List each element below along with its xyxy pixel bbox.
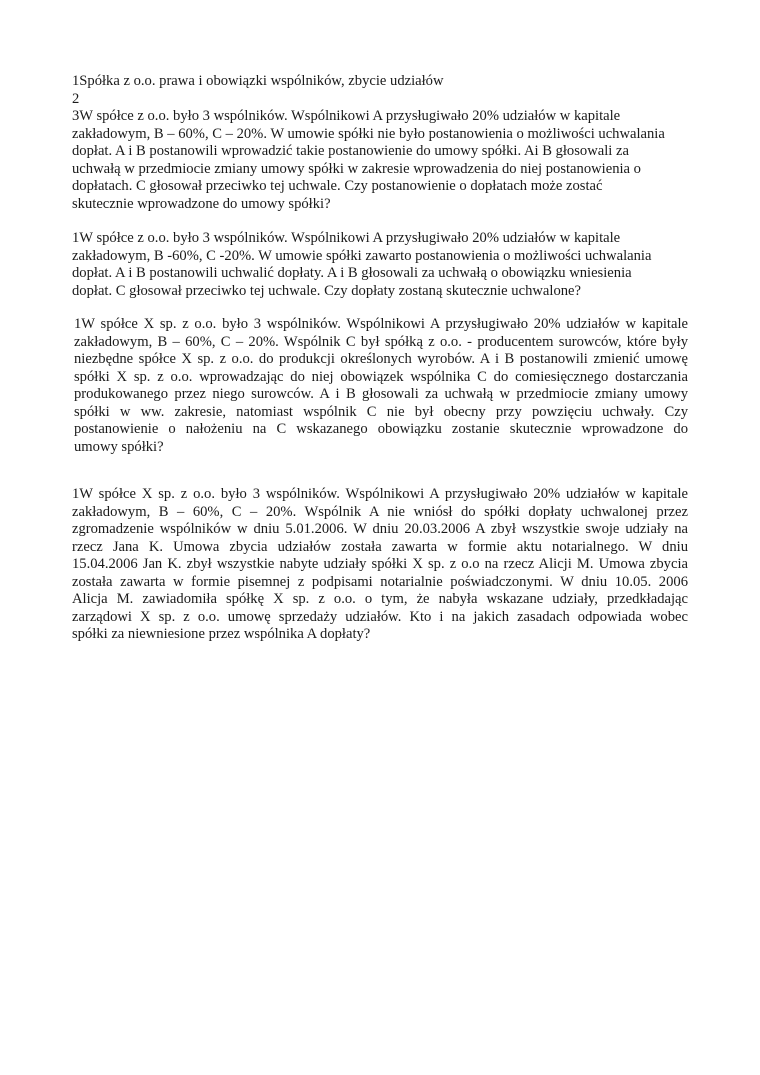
paragraph-line: 1W spółce X sp. z o.o. było 3 wspólników. Wspólnikowi A przysługiwało 20% udziałów w kapitale	[72, 486, 688, 502]
paragraph-line: 1W spółce z o.o. było 3 wspólników. Wspólnikowi A przysługiwało 20% udziałów w kapitale	[72, 230, 621, 246]
paragraph-line: postanowienie o nałożeniu na C wskazanego obowiązku zostanie skutecznie wprowadzone do	[74, 421, 688, 437]
paragraph-line: dopłatach. C głosował przeciwko tej uchwale. Czy postanowienie o dopłatach może zostać	[72, 178, 603, 194]
paragraph-line: 3W spółce z o.o. było 3 wspólników. Wspólnikowi A przysługiwało 20% udziałów w kapitale	[72, 108, 621, 124]
paragraph-line: spółki za niewniesione przez wspólnika A dopłaty?	[72, 626, 371, 642]
paragraph-line: spółki w ww. zakresie, natomiast wspólnik C nie był obecny przy powzięciu uchwały. Czy	[74, 403, 688, 420]
case-3-paragraph	[74, 316, 688, 456]
paragraph-line: zakładowym, B – 60%, C – 20%. Wspólnik C był spółką z o.o. - producentem surowców, które były	[74, 333, 688, 350]
document-number: 2	[72, 90, 80, 107]
paragraph-line: zarządowi X sp. z o.o. umowę sprzedaży udziałów. Kto i na jakich zasadach odpowiada wobec	[72, 608, 688, 625]
paragraph-line: Alicja M. zawiadomiła spółkę X sp. z o.o. o tym, że nabyła wskazane udziały, przedkładając	[72, 591, 688, 607]
paragraph-line: zgromadzenie wspólników w dniu 5.01.2006. W dniu 20.03.2006 A zbył wszystkie swoje udziały na	[72, 521, 688, 537]
paragraph-line: rzecz Jana K. Umowa zbycia udziałów została zawarta w formie aktu notarialnego. W dniu	[72, 538, 688, 555]
case-1-paragraph	[72, 108, 688, 213]
paragraph-line: zakładowym, B – 60%, C – 20%. Wspólnik A nie wniósł do spółki dopłaty uchwalonej przez	[72, 503, 688, 520]
case-2-paragraph	[72, 230, 688, 300]
paragraph-line: dopłat. C głosował przeciwko tej uchwale. Czy dopłaty zostaną skutecznie uchwalone?	[72, 282, 581, 299]
paragraph-line: niezbędne spółce X sp. z o.o. do produkcji określonych wyrobów. A i B postanowili zmienić umowę	[74, 351, 688, 367]
paragraph-line: produkowanego przez niego surowców. A i B głosowali za uchwałą w przedmiocie zmiany umowy	[74, 386, 688, 402]
paragraph-line: 1W spółce X sp. z o.o. było 3 wspólników. Wspólnikowi A przysługiwało 20% udziałów w kapitale	[74, 316, 688, 332]
paragraph-line: zakładowym, B -60%, C -20%. W umowie spółki zawarto postanowienia o możliwości uchwalania	[72, 247, 652, 264]
paragraph-line: 15.04.2006 Jan K. zbył wszystkie nabyte udziały spółki X sp. z o.o na rzecz Alicji M. Umowa zbycia	[72, 556, 688, 572]
document-heading: 1Spółka z o.o. prawa i obowiązki wspólników, zbycie udziałów	[72, 73, 444, 89]
case-4-paragraph	[72, 486, 688, 644]
paragraph-line: umowy spółki?	[74, 438, 164, 455]
paragraph-line: spółki X sp. z o.o. wprowadzając do niej obowiązek wspólnika C do comiesięcznego dostarczania	[74, 368, 688, 385]
paragraph-line: uchwałą w przedmiocie zmiany umowy spółki w zakresie wprowadzenia do niej postanowienia o	[72, 160, 641, 177]
document-header	[72, 73, 688, 108]
paragraph-line: dopłat. A i B postanowili wprowadzić takie postanowienie do umowy spółki. Ai B głosowali za	[72, 143, 629, 159]
paragraph-line: została zawarta w formie pisemnej z podpisami notarialnie poświadczonymi. W dniu 10.05. 2006	[72, 573, 688, 590]
paragraph-line: zakładowym, B – 60%, C – 20%. W umowie spółki nie było postanowienia o możliwości uchwalania	[72, 125, 665, 142]
paragraph-line: skutecznie wprowadzone do umowy spółki?	[72, 195, 331, 212]
paragraph-line: dopłat. A i B postanowili uchwalić dopłaty. A i B głosowali za uchwałą o obowiązku wniesienia	[72, 265, 632, 281]
